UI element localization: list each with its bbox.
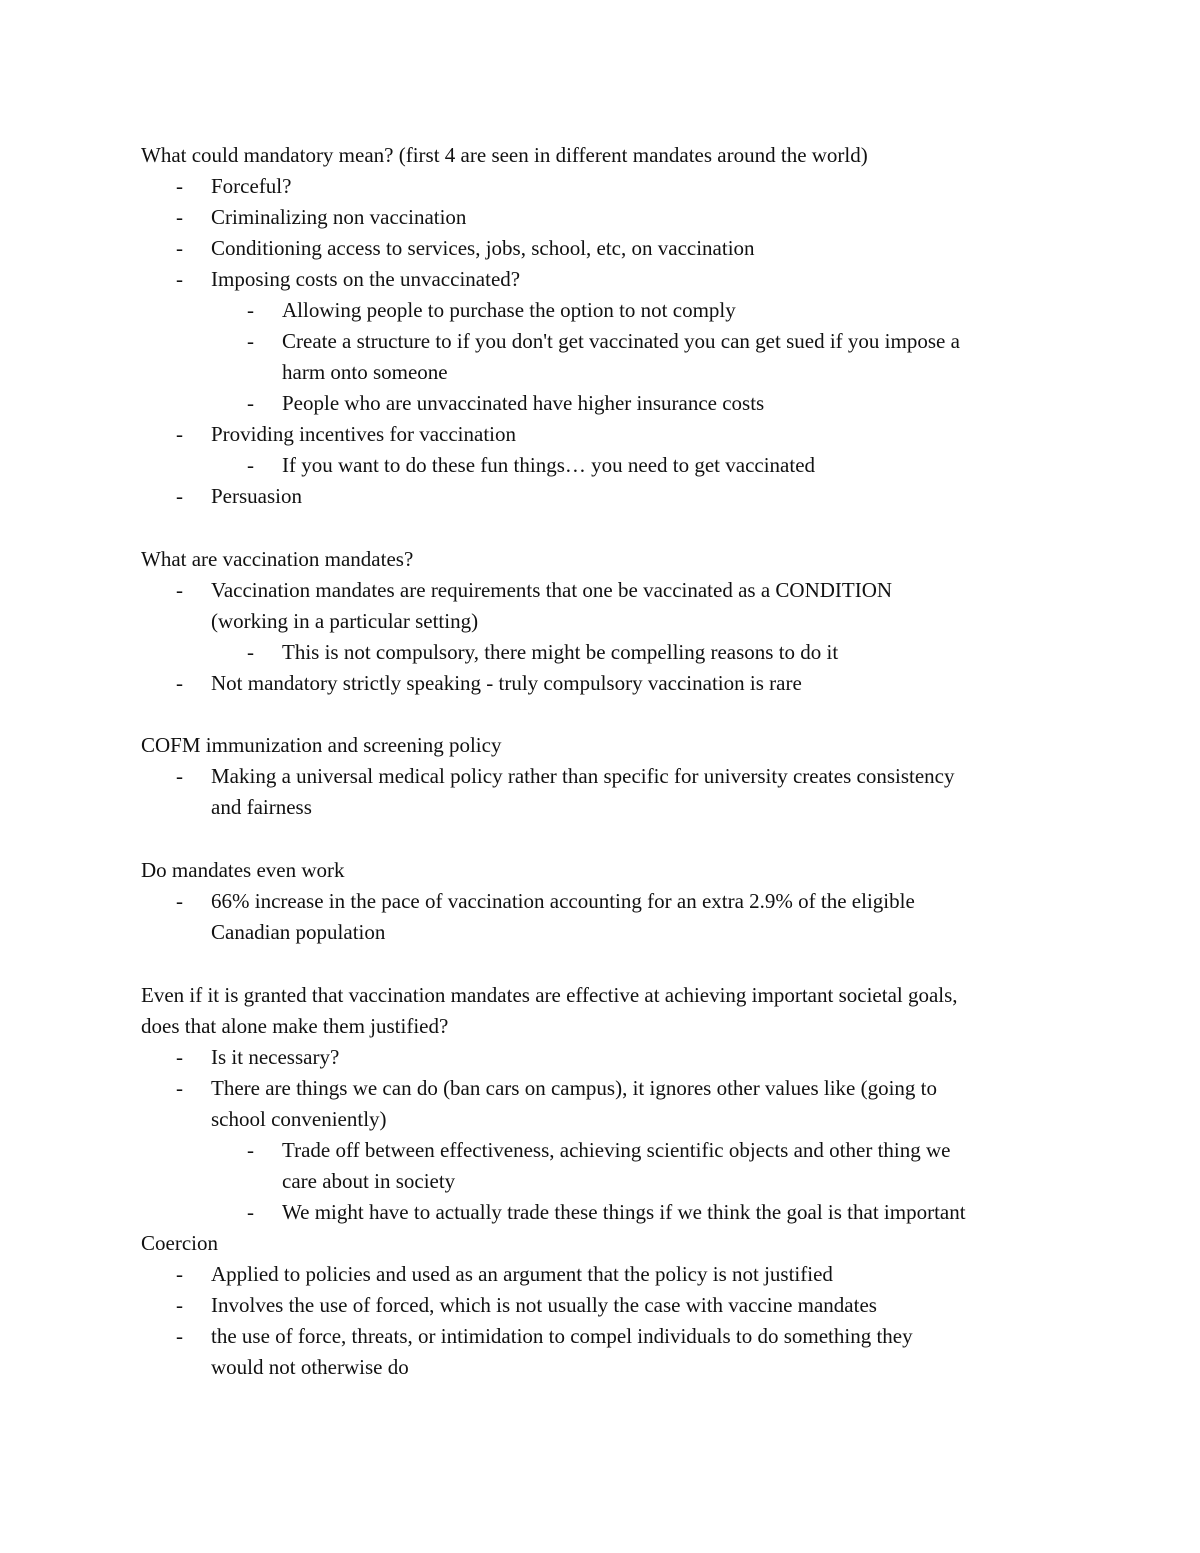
bullet-dash: - (176, 671, 183, 695)
bullet-dash: - (176, 1045, 183, 1069)
sub-list-item: If you want to do these fun things… you need to get vaccinated (282, 453, 816, 477)
list-item: 66% increase in the pace of vaccination accounting for an extra 2.9% of the eligible (211, 889, 915, 913)
bullet-dash: - (176, 889, 183, 913)
sub-bullet-dash: - (247, 298, 254, 322)
sub-list-item: Trade off between effectiveness, achieving scientific objects and other thing we (282, 1138, 951, 1162)
list-item: Forceful? (211, 174, 292, 198)
bullet-dash: - (176, 1076, 183, 1100)
bullet-dash: - (176, 484, 183, 508)
list-item-continuation: and fairness (211, 795, 312, 819)
list-item: Not mandatory strictly speaking - truly compulsory vaccination is rare (211, 671, 802, 695)
sub-list-item: Create a structure to if you don't get vaccinated you can get sued if you impose a (282, 329, 960, 353)
sub-list-item: We might have to actually trade these things if we think the goal is that important (282, 1200, 966, 1224)
list-item: Persuasion (211, 484, 302, 508)
list-item: Is it necessary? (211, 1045, 340, 1069)
list-item: Involves the use of forced, which is not usually the case with vaccine mandates (211, 1293, 877, 1317)
list-item: Criminalizing non vaccination (211, 205, 467, 229)
list-item: Providing incentives for vaccination (211, 422, 517, 446)
list-item: Conditioning access to services, jobs, school, etc, on vaccination (211, 236, 755, 260)
list-item-continuation: (working in a particular setting) (211, 609, 479, 633)
list-item: There are things we can do (ban cars on campus), it ignores other values like (going to (211, 1076, 938, 1100)
list-item: Applied to policies and used as an argument that the policy is not justified (211, 1262, 833, 1286)
sub-bullet-dash: - (247, 1138, 254, 1162)
bullet-dash: - (176, 267, 183, 291)
section-heading: What are vaccination mandates? (141, 547, 414, 571)
section-heading: Even if it is granted that vaccination mandates are effective at achieving important societal goals, (141, 983, 958, 1007)
sub-bullet-dash: - (247, 453, 254, 477)
section-heading-continuation: does that alone make them justified? (141, 1014, 449, 1038)
sub-list-item: People who are unvaccinated have higher insurance costs (282, 391, 765, 415)
sub-list-item: Allowing people to purchase the option to not comply (282, 298, 736, 322)
sub-bullet-dash: - (247, 1200, 254, 1224)
list-item-continuation: school conveniently) (211, 1107, 387, 1131)
bullet-dash: - (176, 174, 183, 198)
list-item: Making a universal medical policy rather than specific for university creates consistency (211, 764, 955, 788)
section-heading: Coercion (141, 1231, 218, 1255)
bullet-dash: - (176, 1293, 183, 1317)
bullet-dash: - (176, 1262, 183, 1286)
sub-bullet-dash: - (247, 640, 254, 664)
list-item: Vaccination mandates are requirements that one be vaccinated as a CONDITION (211, 578, 893, 602)
list-item-continuation: would not otherwise do (211, 1355, 409, 1379)
list-item-continuation: Canadian population (211, 920, 386, 944)
section-heading: What could mandatory mean? (first 4 are seen in different mandates around the world) (141, 143, 868, 167)
bullet-dash: - (176, 1324, 183, 1348)
section-heading: COFM immunization and screening policy (141, 733, 502, 757)
bullet-dash: - (176, 764, 183, 788)
sub-list-item: This is not compulsory, there might be compelling reasons to do it (282, 640, 839, 664)
section-heading: Do mandates even work (141, 858, 345, 882)
list-item: the use of force, threats, or intimidation to compel individuals to do something they (211, 1324, 913, 1348)
sub-list-item-continuation: care about in society (282, 1169, 456, 1193)
sub-list-item-continuation: harm onto someone (282, 360, 448, 384)
bullet-dash: - (176, 236, 183, 260)
sub-bullet-dash: - (247, 391, 254, 415)
sub-bullet-dash: - (247, 329, 254, 353)
list-item: Imposing costs on the unvaccinated? (211, 267, 521, 291)
bullet-dash: - (176, 422, 183, 446)
bullet-dash: - (176, 205, 183, 229)
bullet-dash: - (176, 578, 183, 602)
